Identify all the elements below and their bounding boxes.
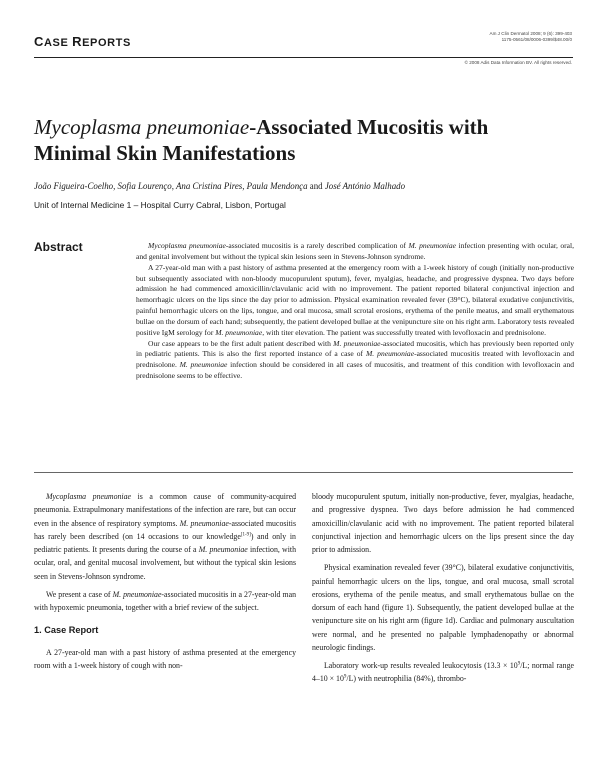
abstract-paragraph bbox=[136, 339, 574, 382]
body-text: is a common cause of community-acquired pneumonia. Extrapulmonary manifestations of the infection are rare, but can occur even in the absence of respiratory symptoms. bbox=[34, 492, 296, 528]
abstract-italic: M. pneumoniae bbox=[408, 241, 457, 250]
journal-citation: Am J Clin Dermatol 2008; 9 (6): 399-403 bbox=[489, 31, 572, 36]
body-italic: M. pneumoniae bbox=[179, 518, 229, 528]
body-italic: Mycoplasma pneumoniae bbox=[46, 492, 132, 501]
body-text: /L; normal range 4–10 × 10 bbox=[312, 661, 574, 684]
abstract-text: A 27-year-old man with a past history of asthma presented at the emergency room with a 1-week history of cough (initially non-productive but subsequently associated with non-bloody mucopurulent sputum), fever, myalgias, headache, and progressive dyspnea. Two days before admission he had commenced amoxicillin/clavulanic acid with no improvement. The patient reported bilateral conjunctival injection and hemorrhagic ulcers on the lips since the day prior to admission. Physical examination revealed fever (39°C), bilateral exudative conjunctivitis, painful hemorrhagic ulcers on the lips, tongue, and oral mucosa, small scrotal erosions, erythema of the penile meatus, and small erythematous bullae on the dorsum of each hand; subsequently, the patient developed bullae at the venipuncture site on his right arm. Laboratory tests revealed positive IgM serology for bbox=[136, 262, 574, 337]
body-text: We present a case of bbox=[46, 589, 113, 599]
abstract-heading: Abstract bbox=[34, 240, 83, 254]
abstract-body bbox=[136, 241, 574, 382]
abstract-text: Our case appears to be the first adult patient described with bbox=[148, 338, 334, 348]
abstract-divider bbox=[34, 472, 573, 473]
abstract-text: -associated mucositis is a rarely described complication of bbox=[225, 241, 409, 250]
affiliation: Unit of Internal Medicine 1 – Hospital Curry Cabral, Lisbon, Portugal bbox=[34, 200, 286, 210]
body-text: infection, with ocular, oral, and genital mucosal involvement, but without the typical skin lesions seen in Stevens-Johnson syndrome. bbox=[34, 545, 296, 581]
article-title bbox=[34, 114, 574, 166]
body-paragraph bbox=[312, 659, 574, 686]
section-heading: 1. Case Report bbox=[34, 625, 99, 636]
abstract-italic: M. pneumoniae bbox=[333, 338, 381, 348]
body-text: -associated mucositis has rarely been described (on 14 occasions to our knowledge bbox=[34, 518, 297, 541]
author-names: João Figueira-Coelho, Sofia Lourenço, Ana Cristina Pires, Paula Mendonça bbox=[34, 181, 308, 191]
journal-issn: 1175-0561/08/0006-0399/$48.00/0 bbox=[501, 37, 572, 43]
body-italic: M. pneumoniae bbox=[198, 545, 248, 554]
exponent: 9 bbox=[517, 661, 521, 667]
body-paragraph: A 27-year-old man with a past history of asthma presented at the emergency room with a 1-week history of cough with non- bbox=[34, 647, 296, 670]
author-list bbox=[34, 181, 405, 191]
author-and: and bbox=[309, 181, 323, 191]
body-paragraph bbox=[34, 490, 296, 583]
header-rule bbox=[34, 57, 573, 58]
copyright-notice: © 2008 Adis Data Information BV. All rights reserved. bbox=[464, 60, 572, 65]
abstract-italic: M. pneumoniae bbox=[366, 349, 415, 359]
body-text: ) and only in pediatric patients. It presents during the course of a bbox=[34, 531, 296, 554]
title-rest-line1: -Associated Mucositis with bbox=[249, 115, 489, 139]
abstract-text: -associated mucositis, which has previously been reported only in pediatric patients. This is also the first reported instance of a case of bbox=[136, 338, 574, 359]
abstract-text: -associated mucositis treated with levofloxacin and prednisolone. bbox=[136, 349, 574, 370]
body-column-left bbox=[34, 490, 296, 672]
exponent: 9 bbox=[343, 674, 347, 680]
journal-meta bbox=[490, 31, 572, 44]
abstract-text: infection presenting with ocular, oral, and genital involvement but without the typical skin lesions seen in Stevens-Johnson syndrome. bbox=[136, 241, 574, 261]
title-line2: Minimal Skin Manifestations bbox=[34, 141, 296, 165]
abstract-italic: Mycoplasma pneumoniae bbox=[148, 241, 226, 250]
body-text: /L) with neutrophilia (84%), thrombo- bbox=[346, 674, 467, 684]
section-label-initial-2: R bbox=[72, 34, 83, 49]
abstract-italic: M. pneumoniae bbox=[179, 360, 228, 370]
abstract-paragraph bbox=[136, 241, 574, 263]
citation-ref[interactable]: [1-9] bbox=[240, 532, 251, 538]
body-paragraph: bloody mucopurulent sputum, initially non-productive, fever, myalgias, headache, and progressive dyspnea. Two days before admission he had commenced amoxicillin/clavulanic acid with no improvement. The patient reported bilateral conjunctival injection and hemorrhagic ulcers on the lips present since the day prior to admission. bbox=[312, 492, 574, 554]
author-last: José António Malhado bbox=[324, 181, 406, 191]
abstract-paragraph bbox=[136, 263, 574, 339]
body-text: -associated mucositis in a 27-year-old man with hypoxemic pneumonia, together with a brief review of the subject. bbox=[34, 589, 296, 612]
abstract-italic: M. pneumoniae bbox=[215, 327, 263, 337]
abstract-text: , with titer elevation. The patient was successfully treated with levofloxacin and prednisolone. bbox=[262, 327, 547, 337]
title-italic: Mycoplasma pneumoniae bbox=[34, 115, 250, 139]
body-paragraph: Physical examination revealed fever (39°C), bilateral exudative conjunctivitis, painful hemorrhagic ulcers on the lips, tongue, and oral mucosa, small scrotal erosions, erythema of the penile meatus, and small erythematous bullae on the dorsum of each hand (figure 1). Subsequently, the patient developed bullae at the venipuncture site on his right arm (figure 1d). Cardiac and pulmonary auscultation were normal, and he presented no palpable lymphadenopathy or abnormal neurologic findings. bbox=[312, 563, 574, 652]
abstract-text: infection should be considered in all cases of mucositis, and treatment of this condition with levofloxacin and prednisolone seems to be effective. bbox=[136, 360, 574, 381]
section-label-initial: C bbox=[34, 34, 44, 49]
body-italic: M. pneumoniae bbox=[112, 589, 162, 599]
body-text: Laboratory work-up results revealed leukocytosis (13.3 × 10 bbox=[324, 661, 518, 670]
section-label: CASE REPORTS bbox=[34, 34, 131, 49]
body-column-right bbox=[312, 490, 574, 686]
body-paragraph bbox=[34, 588, 296, 615]
